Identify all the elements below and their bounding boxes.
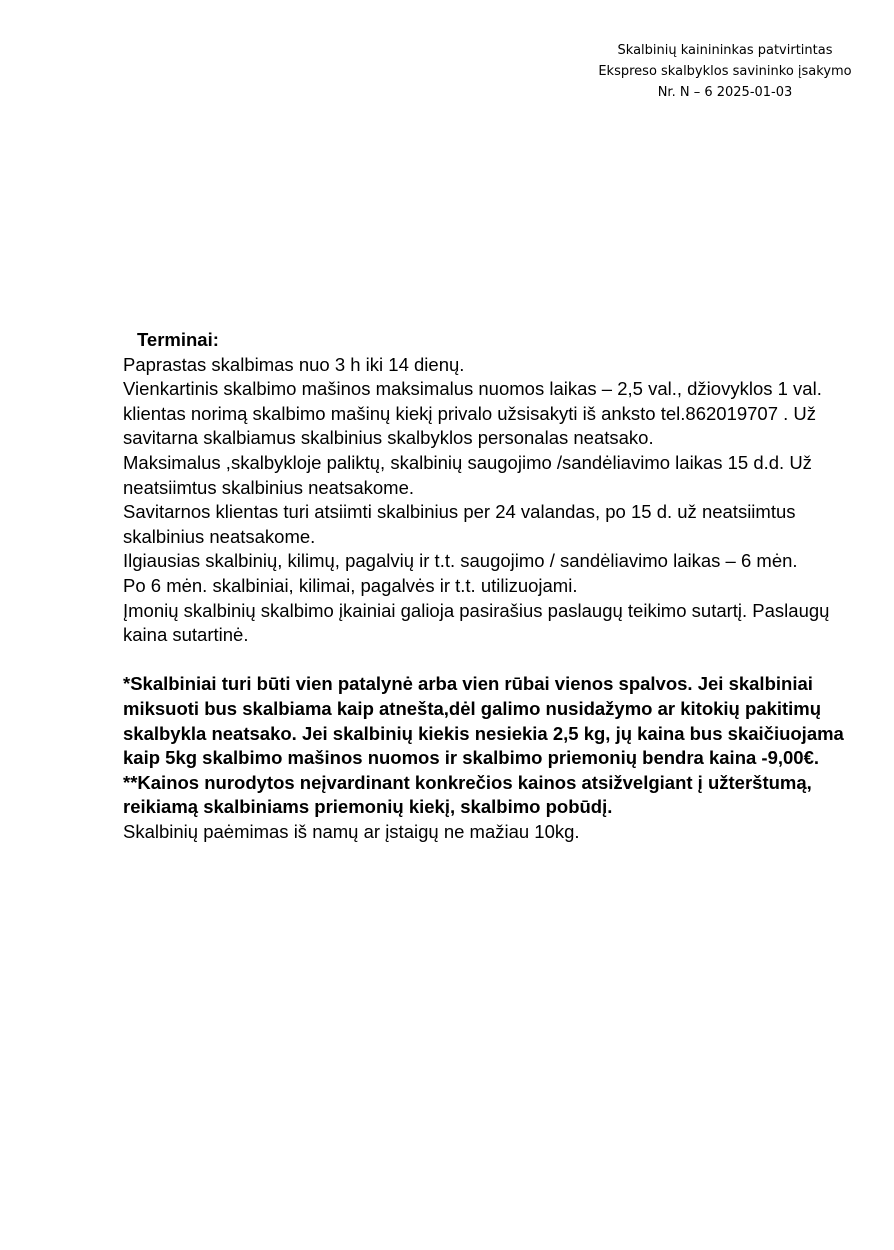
pickup-note: Skalbinių paėmimas iš namų ar įstaigų ne mažiau 10kg. [123,820,580,842]
paragraph-spacer [123,648,858,673]
approval-header [560,40,890,103]
terms-heading: Terminai: [137,329,219,350]
note-prices: **Kainos nurodytos neįvardinant konkrečios kainos atsižvelgiant į užterštumą, reikiamą skalbiniams priemonių kiekį, skalbimo pobūdį. [123,771,812,818]
term-paragraph: Ilgiausias skalbinių, kilimų, pagalvių ir t.t. saugojimo / sandėliavimo laikas – 6 mėn. [123,550,798,572]
approval-line-3: Nr. N – 6 2025-01-03 [657,85,793,100]
term-paragraph: Po 6 mėn. skalbiniai, kilimai, pagalvės ir t.t. utilizuojami. [123,574,578,596]
term-paragraph: Savitarnos klientas turi atsiimti skalbinius per 24 valandas, po 15 d. už neatsiimtus skalbinius neatsakome. [123,501,796,547]
term-paragraph: Paprastas skalbimas nuo 3 h iki 14 dienų. [123,353,465,375]
approval-line-2: Ekspreso skalbyklos savininko įsakymo [598,64,852,79]
term-paragraph: Įmonių skalbinių skalbimo įkainiai galioja pasirašius paslaugų teikimo sutartį. Paslaugų kaina sutartinė. [123,599,830,646]
approval-line-1: Skalbinių kainininkas patvirtintas [617,43,833,58]
term-paragraph: Maksimalus ,skalbykloje paliktų, skalbinių saugojimo /sandėliavimo laikas 15 d.d. Už neatsiimtus skalbinius neatsakome. [123,451,812,498]
note-single-color: *Skalbiniai turi būti vien patalynė arba vien rūbai vienos spalvos. Jei skalbiniai miksuoti bus skalbiama kaip atnešta,dėl galimo nusidažymo ar kitokių pakitimų skalbykla neatsako. Jei skalbinių kiekis nesiekia 2,5 kg, jų kaina bus skaičiuojama kaip 5kg skalbimo mašinos nuomos ir skalbimo priemonių bendra kaina -9,00€. [123,673,844,769]
terms-section [123,328,858,844]
term-paragraph: Vienkartinis skalbimo mašinos maksimalus nuomos laikas – 2,5 val., džiovyklos 1 val. klientas norimą skalbimo mašinų kiekį privalo užsisakyti iš anksto tel.862019707 . Už savitarna skalbiamus skalbinius skalbyklos personalas neatsako. [123,378,822,449]
